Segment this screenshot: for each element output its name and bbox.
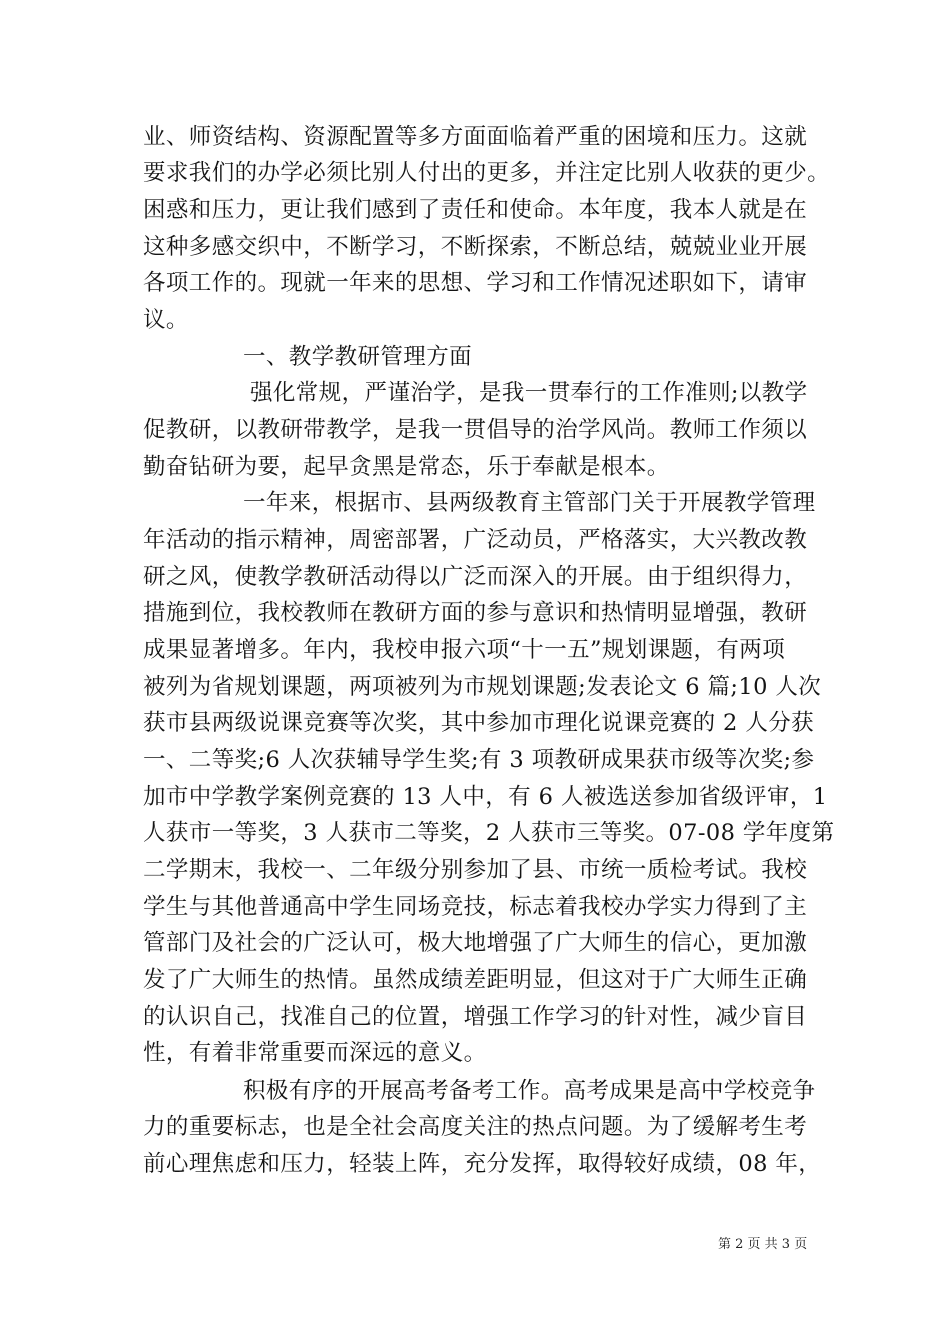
text-line: 获市县两级说课竞赛等次奖，其中参加市理化说课竞赛的 2 人分获: [143, 710, 815, 736]
text-line: 前心理焦虑和压力，轻装上阵，充分发挥，取得较好成绩，08 年，: [143, 1151, 822, 1177]
paragraph-first-line: 积极有序的开展高考备考工作。高考成果是高中学校竞争: [243, 1078, 816, 1104]
text-line: 勤奋钻研为要，起早贪黑是常态，乐于奉献是根本。: [143, 454, 670, 480]
text-line: 议。: [143, 307, 189, 333]
text-line: 这种多感交织中，不断学习，不断探索，不断总结，兢兢业业开展: [143, 234, 808, 260]
text-line: 年活动的指示精神，周密部署，广泛动员，严格落实，大兴教改教: [143, 527, 808, 553]
text-line: 研之风，使教学教研活动得以广泛而深入的开展。由于组织得力，: [143, 564, 808, 590]
text-line: 发了广大师生的热情。虽然成绩差距明显，但这对于广大师生正确: [143, 967, 808, 993]
text-line: 学生与其他普通高中学生同场竞技，标志着我校办学实力得到了主: [143, 894, 808, 920]
text-line: 二学期末，我校一、二年级分别参加了县、市统一质检考试。我校: [143, 857, 808, 883]
text-line: 性，有着非常重要而深远的意义。: [143, 1040, 487, 1066]
text-line: 各项工作的。现就一年来的思想、学习和工作情况述职如下，请审: [143, 270, 808, 296]
text-line: 一、二等奖;6 人次获辅导学生奖;有 3 项教研成果获市级等次奖;参: [143, 747, 815, 773]
text-line: 成果显著增多。年内，我校申报六项“十一五”规划课题，有两项: [143, 637, 786, 663]
page-number: 第 2 页 共 3 页: [718, 1237, 808, 1252]
text-line: 措施到位，我校教师在教研方面的参与意识和热情明显增强，教研: [143, 600, 808, 626]
text-line: 力的重要标志，也是全社会高度关注的热点问题。为了缓解考生考: [143, 1114, 808, 1140]
paragraph-first-line: 强化常规，严谨治学，是我一贯奉行的工作准则;以教学: [250, 380, 808, 406]
text-line: 困惑和压力，更让我们感到了责任和使命。本年度，我本人就是在: [143, 197, 808, 223]
text-line: 被列为省规划课题，两项被列为市规划课题;发表论文 6 篇;10 人次: [143, 674, 822, 700]
text-line: 业、师资结构、资源配置等多方面面临着严重的困境和压力。这就: [143, 124, 808, 150]
text-line: 人获市一等奖，3 人获市二等奖，2 人获市三等奖。07-08 学年度第: [143, 820, 835, 846]
text-line: 促教研，以教研带教学，是我一贯倡导的治学风尚。教师工作须以: [143, 417, 808, 443]
text-line: 加市中学教学案例竞赛的 13 人中，有 6 人被选送参加省级评审，1: [143, 784, 828, 810]
text-line: 要求我们的办学必须比别人付出的更多，并注定比别人收获的更少。: [143, 160, 831, 186]
paragraph-first-line: 一年来，根据市、县两级教育主管部门关于开展教学管理: [243, 490, 816, 516]
section-heading: 一、教学教研管理方面: [243, 344, 473, 370]
text-line: 管部门及社会的广泛认可，极大地增强了广大师生的信心，更加激: [143, 930, 808, 956]
text-line: 的认识自己，找准自己的位置，增强工作学习的针对性，减少盲目: [143, 1004, 808, 1030]
